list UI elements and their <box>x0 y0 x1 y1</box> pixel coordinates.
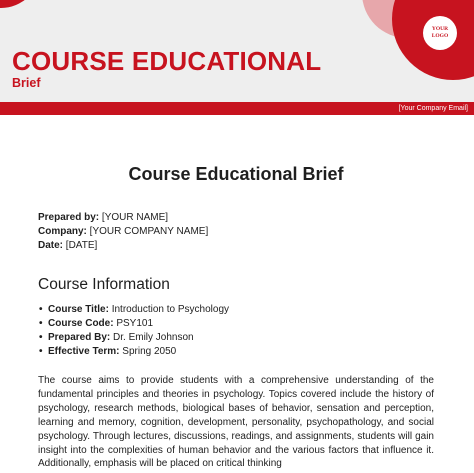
header-banner <box>0 0 474 102</box>
meta-company <box>38 225 208 239</box>
decor-circle-top-left <box>0 0 40 8</box>
course-info-list <box>38 303 229 359</box>
meta-label: Company: <box>38 226 87 237</box>
info-label: Prepared By: <box>48 332 111 343</box>
info-value: Spring 2050 <box>119 346 177 357</box>
header-subtitle: Brief <box>12 76 41 90</box>
course-description-paragraph: The course aims to provide students with a comprehensive understanding of the fundamental principles and theories in psychology. Topics covered include the history of psychology, research methods, biological bases of behavior, sensation and perception, learning and memory, cognition, development, personality, psychopathology, and social psychology. Through lectures, discussions, readings, and assignments, students will gain insight into the complexities of human behavior and the various factors that influence it. Additionally, emphasis will be placed on critical thinking <box>38 375 434 470</box>
meta-value: [DATE] <box>63 240 98 251</box>
info-value: PSY101 <box>113 318 154 329</box>
meta-label: Date: <box>38 240 64 251</box>
meta-date <box>38 239 208 253</box>
info-label: Course Title: <box>48 304 109 315</box>
info-value: Introduction to Psychology <box>108 304 230 315</box>
meta-value: [YOUR COMPANY NAME] <box>86 226 209 237</box>
list-item <box>38 345 229 359</box>
logo-text-line2: LOGO <box>431 33 449 39</box>
company-logo <box>423 16 457 50</box>
meta-prepared-by <box>38 211 208 225</box>
document-title: Course Educational Brief <box>128 164 344 184</box>
info-label: Effective Term: <box>48 346 120 357</box>
logo-text-line1: YOUR <box>431 26 449 33</box>
list-item <box>38 303 229 317</box>
meta-value: [YOUR NAME] <box>99 212 169 223</box>
info-label: Course Code: <box>48 318 114 329</box>
accent-band <box>0 102 474 115</box>
prepared-info <box>38 211 208 253</box>
header-title: COURSE EDUCATIONAL <box>12 46 322 76</box>
list-item <box>38 317 229 331</box>
list-item <box>38 331 229 345</box>
info-value: Dr. Emily Johnson <box>110 332 194 343</box>
meta-label: Prepared by: <box>38 212 100 223</box>
company-email: [Your Company Email] <box>398 105 468 112</box>
section-title-course-information: Course Information <box>38 276 170 293</box>
